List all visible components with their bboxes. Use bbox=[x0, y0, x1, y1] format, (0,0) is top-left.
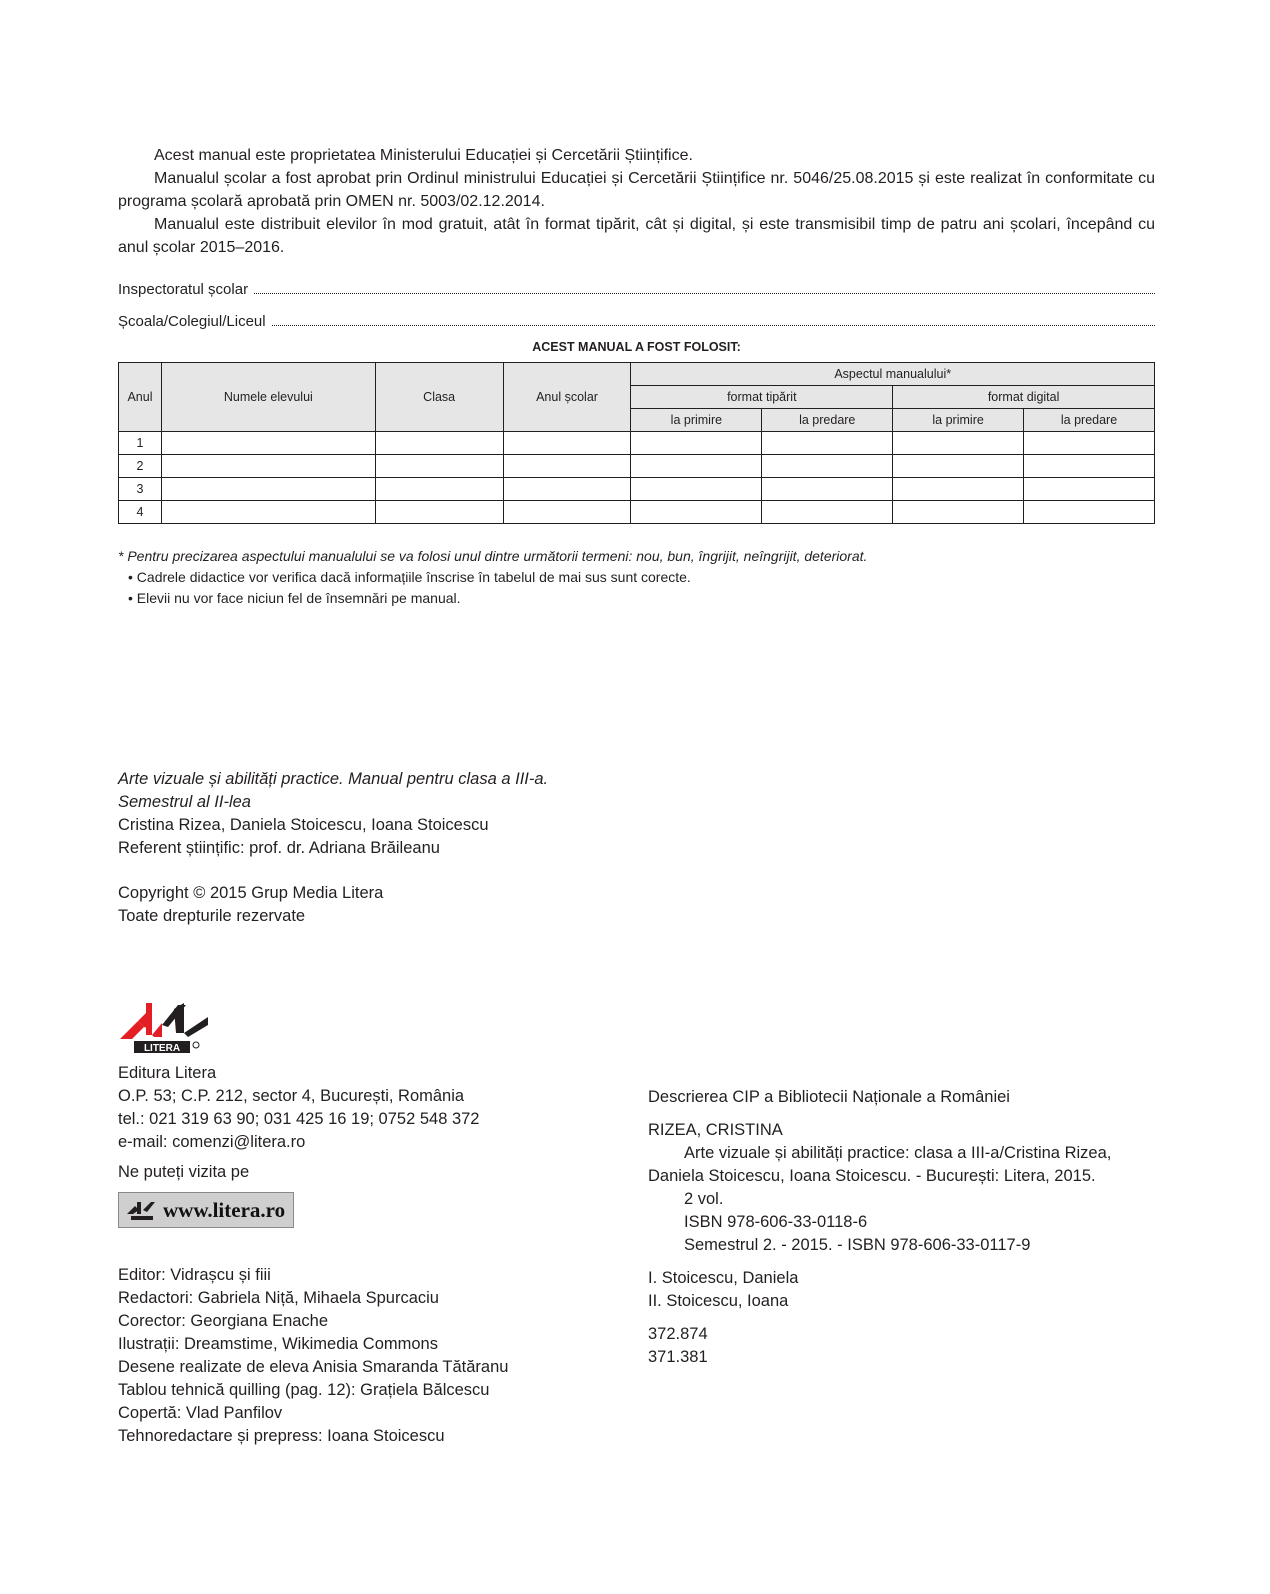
table-row bbox=[119, 455, 1155, 478]
cell-tiparit-primire[interactable] bbox=[631, 478, 762, 501]
book-referent: Referent științific: prof. dr. Adriana Brăileanu bbox=[118, 839, 440, 857]
table-notes bbox=[118, 546, 867, 609]
litera-logo bbox=[118, 999, 208, 1055]
cip-coauthor-2: II. Stoicescu, Ioana bbox=[648, 1292, 789, 1310]
cip-gap bbox=[648, 1257, 1111, 1267]
table-row bbox=[119, 432, 1155, 455]
header-aspect: Aspectul manualului* bbox=[631, 363, 1155, 386]
header-format-tiparit: format tipărit bbox=[631, 386, 893, 409]
scoala-line bbox=[118, 308, 1155, 330]
book-title: Arte vizuale și abilități practice. Manual pentru clasa a III-a. bbox=[118, 770, 549, 788]
publisher-email: e-mail: comenzi@litera.ro bbox=[118, 1133, 306, 1151]
cell-anul-scolar[interactable] bbox=[503, 455, 631, 478]
publisher-phone: tel.: 021 319 63 90; 031 425 16 19; 0752 548 372 bbox=[118, 1110, 480, 1128]
intro-paragraph-2: Manualul școlar a fost aprobat prin Ordinul ministrului Educației și Cercetării Științifice nr. 5046/25.08.2015 și este realizat în conformitate cu programa școlară aprobată prin OMEN nr. 5003/02.12.2014. bbox=[118, 170, 1155, 210]
book-semester: Semestrul al II-lea bbox=[118, 793, 251, 811]
litera-small-logo-icon bbox=[125, 1198, 159, 1222]
credit-editor: Editor: Vidrașcu și fiii bbox=[118, 1266, 271, 1284]
inspectorat-line bbox=[118, 276, 1155, 298]
cell-clasa[interactable] bbox=[375, 501, 503, 524]
inspectorat-label: Inspectoratul școlar bbox=[118, 281, 249, 298]
website-text: www.litera.ro bbox=[163, 1197, 286, 1222]
cell-clasa[interactable] bbox=[375, 455, 503, 478]
inspectorat-dotted-line bbox=[254, 292, 1155, 294]
cell-nume[interactable] bbox=[161, 432, 375, 455]
table-row bbox=[119, 501, 1155, 524]
credit-tehnoredactare: Tehnoredactare și prepress: Ioana Stoicescu bbox=[118, 1427, 445, 1445]
rights-line: Toate drepturile rezervate bbox=[118, 907, 306, 925]
header-digital-predare: la predare bbox=[1024, 409, 1155, 432]
credit-ilustratii: Ilustrații: Dreamstime, Wikimedia Commons bbox=[118, 1335, 438, 1353]
publisher-name: Editura Litera bbox=[118, 1064, 217, 1082]
logo-text: LITERA bbox=[143, 1043, 181, 1054]
cip-gap bbox=[648, 1313, 1111, 1323]
note-students: • Elevii nu vor face niciun fel de însemnări pe manual. bbox=[128, 590, 461, 606]
header-anul: Anul bbox=[119, 363, 162, 432]
note-teachers: • Cadrele didactice vor verifica dacă informațiile înscrise în tabelul de mai sus sunt corecte. bbox=[128, 569, 691, 585]
note-aspect: * Pentru precizarea aspectului manualului se va folosi unul dintre următorii termeni: nou, bun, îngrijit, neîngrijit, deteriorat. bbox=[118, 548, 868, 564]
copyright-info bbox=[118, 882, 383, 928]
publisher-address: O.P. 53; C.P. 212, sector 4, București, România bbox=[118, 1087, 465, 1105]
usage-table bbox=[118, 362, 1155, 524]
cell-clasa[interactable] bbox=[375, 478, 503, 501]
header-digital-primire: la primire bbox=[893, 409, 1024, 432]
cell-anul-scolar[interactable] bbox=[503, 478, 631, 501]
cell-digital-predare[interactable] bbox=[1024, 501, 1155, 524]
cell-anul-scolar[interactable] bbox=[503, 501, 631, 524]
header-tiparit-primire: la primire bbox=[631, 409, 762, 432]
cell-tiparit-predare[interactable] bbox=[762, 501, 893, 524]
scoala-dotted-line bbox=[272, 324, 1155, 326]
cip-description bbox=[648, 1086, 1111, 1369]
header-clasa: Clasa bbox=[375, 363, 503, 432]
row-number: 2 bbox=[119, 455, 162, 478]
cell-clasa[interactable] bbox=[375, 432, 503, 455]
cell-nume[interactable] bbox=[161, 478, 375, 501]
cip-isbn-1: ISBN 978-606-33-0118-6 bbox=[684, 1213, 868, 1231]
credit-desene: Desene realizate de eleva Anisia Smaranda Tătăranu bbox=[118, 1358, 509, 1376]
table-title: ACEST MANUAL A FOST FOLOSIT: bbox=[532, 340, 741, 354]
cell-digital-predare[interactable] bbox=[1024, 432, 1155, 455]
cip-desc-1: Arte vizuale și abilități practice: clasa a III-a/Cristina Rizea, bbox=[684, 1144, 1112, 1162]
cell-digital-primire[interactable] bbox=[893, 501, 1024, 524]
table-row bbox=[119, 478, 1155, 501]
visit-label: Ne puteți vizita pe bbox=[118, 1163, 250, 1181]
cell-digital-predare[interactable] bbox=[1024, 455, 1155, 478]
header-anul-scolar: Anul școlar bbox=[503, 363, 631, 432]
cip-coauthor-1: I. Stoicescu, Daniela bbox=[648, 1269, 799, 1287]
cell-digital-primire[interactable] bbox=[893, 432, 1024, 455]
cip-volumes: 2 vol. bbox=[684, 1190, 724, 1208]
publisher-info bbox=[118, 1062, 480, 1154]
row-number: 3 bbox=[119, 478, 162, 501]
scoala-label: Școala/Colegiul/Liceul bbox=[118, 313, 266, 330]
credit-tablou: Tablou tehnică quilling (pag. 12): Grațiela Bălcescu bbox=[118, 1381, 490, 1399]
intro-text bbox=[118, 144, 1155, 259]
intro-paragraph-1: Acest manual este proprietatea Ministerului Educației și Cercetării Științifice. bbox=[154, 147, 693, 164]
cip-class-2: 371.381 bbox=[648, 1348, 708, 1366]
cell-tiparit-predare[interactable] bbox=[762, 455, 893, 478]
cell-digital-primire[interactable] bbox=[893, 478, 1024, 501]
cell-digital-predare[interactable] bbox=[1024, 478, 1155, 501]
cell-tiparit-primire[interactable] bbox=[631, 432, 762, 455]
credits-list bbox=[118, 1264, 508, 1448]
cell-digital-primire[interactable] bbox=[893, 455, 1024, 478]
cip-desc-2: Daniela Stoicescu, Ioana Stoicescu. - București: Litera, 2015. bbox=[648, 1167, 1096, 1185]
cell-nume[interactable] bbox=[161, 455, 375, 478]
website-button[interactable] bbox=[118, 1192, 294, 1228]
cell-anul-scolar[interactable] bbox=[503, 432, 631, 455]
credit-corector: Corector: Georgiana Enache bbox=[118, 1312, 329, 1330]
header-format-digital: format digital bbox=[893, 386, 1155, 409]
credit-redactori: Redactori: Gabriela Niță, Mihaela Spurcaciu bbox=[118, 1289, 439, 1307]
book-info bbox=[118, 768, 548, 860]
cip-class-1: 372.874 bbox=[648, 1325, 708, 1343]
cip-heading: Descrierea CIP a Bibliotecii Naționale a României bbox=[648, 1088, 1010, 1106]
copyright-line: Copyright © 2015 Grup Media Litera bbox=[118, 884, 384, 902]
cell-tiparit-predare[interactable] bbox=[762, 478, 893, 501]
credit-coperta: Copertă: Vlad Panfilov bbox=[118, 1404, 283, 1422]
cip-gap bbox=[648, 1109, 1111, 1119]
cip-isbn-2: Semestrul 2. - 2015. - ISBN 978-606-33-0117-9 bbox=[684, 1236, 1031, 1254]
header-nume: Numele elevului bbox=[161, 363, 375, 432]
row-number: 4 bbox=[119, 501, 162, 524]
header-tiparit-predare: la predare bbox=[762, 409, 893, 432]
row-number: 1 bbox=[119, 432, 162, 455]
intro-paragraph-3: Manualul este distribuit elevilor în mod gratuit, atât în format tipărit, cât și digital, și este transmisibil timp de patru ani școlari, începând cu anul școlar 2015–2016. bbox=[118, 216, 1155, 256]
cell-tiparit-primire[interactable] bbox=[631, 455, 762, 478]
cell-nume[interactable] bbox=[161, 501, 375, 524]
book-authors: Cristina Rizea, Daniela Stoicescu, Ioana Stoicescu bbox=[118, 816, 489, 834]
cip-author: RIZEA, CRISTINA bbox=[648, 1121, 783, 1139]
cell-tiparit-predare[interactable] bbox=[762, 432, 893, 455]
cell-tiparit-primire[interactable] bbox=[631, 501, 762, 524]
